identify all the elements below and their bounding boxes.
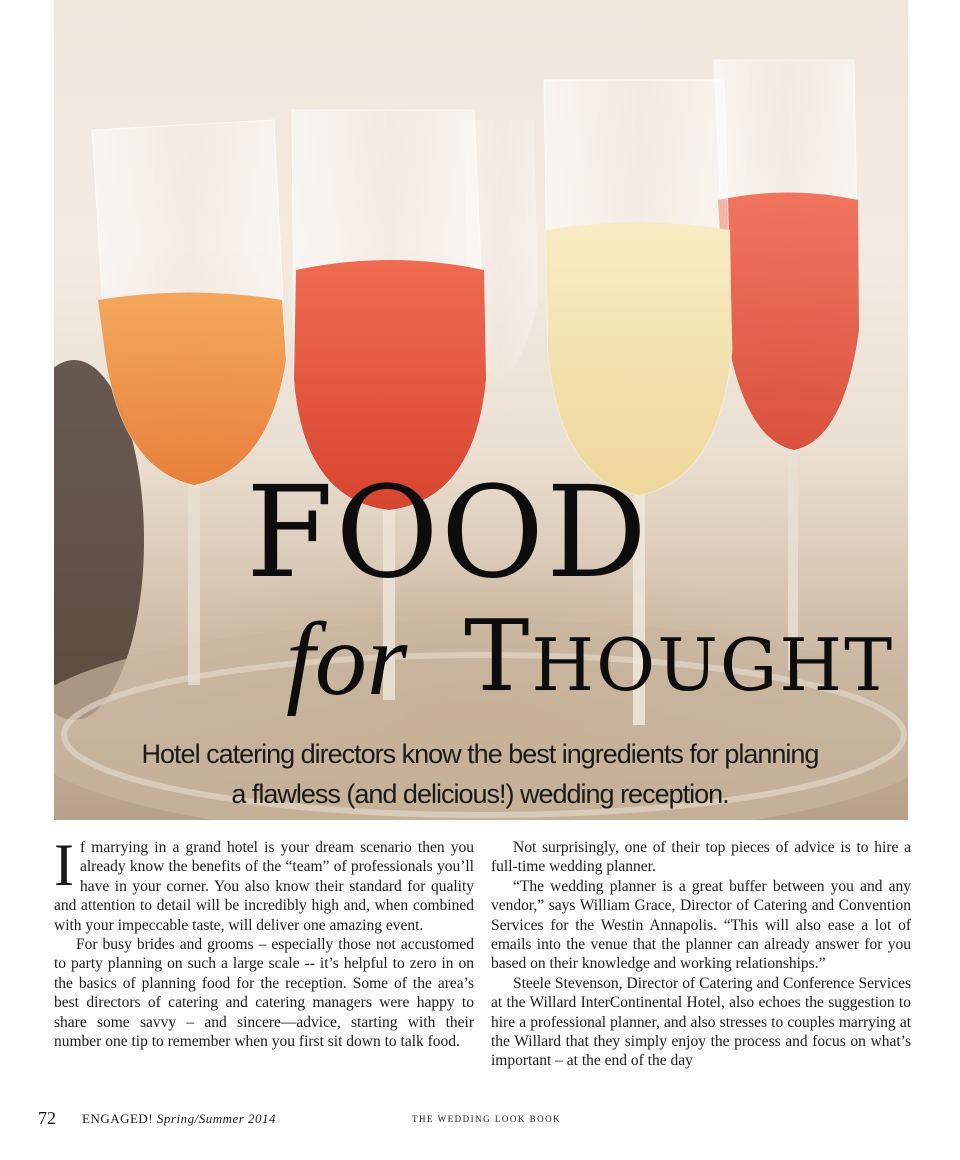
article-column-right [491,838,911,1071]
article-column-left [54,832,474,1051]
subtitle-line-2: a flawless (and delicious!) wedding reception. [231,779,729,809]
article-paragraph: If marrying in a grand hotel is your dream scenario then you already know the benefits of the “team” of professionals you’ll have in your corner. You also know their standard for quality and attention to detail will be incredibly high and, when combined with your impeccable taste, will deliver one amazing event. [54,832,474,934]
article-paragraph: Steele Stevenson, Director of Catering and Conference Services at the Willard InterContinental Hotel, also echoes the suggestion to hire a professional planner, and also stresses to couples marrying at the Willard that they simply enjoy the process and focus on what’s important – at the end of the day [491,974,911,1070]
book-title: THE WEDDING LOOK BOOK [412,1114,562,1124]
magazine-name: ENGAGED! [82,1111,154,1126]
article-paragraph: “The wedding planner is a great buffer between you and any vendor,” says William Grace, Director of Catering and Convention Services for the Westin Annapolis. “This will also ease a lot of emails into the venue that the planner can already answer for you based on their knowledge and working relationships.” [491,877,911,973]
drop-cap: I [54,832,74,898]
article-paragraph: Not surprisingly, one of their top pieces of advice is to hire a full-time wedding planner. [491,839,911,876]
flute-far-right [714,60,859,670]
headline-thought [464,600,895,714]
page-number: 72 [38,1108,56,1128]
headline-for: for [286,602,408,717]
headline-food: FOOD [246,459,650,606]
subtitle-deck [100,734,860,814]
magazine-issue: Spring/Summer 2014 [156,1111,277,1126]
headline-thought-rest: HOUGHT [531,623,895,707]
subtitle-line-1: Hotel catering directors know the best ingredients for planning [141,739,819,769]
hero-photo-champagne-flutes [54,0,908,820]
page-footer [38,1108,918,1132]
magazine-brand [82,1111,276,1127]
article-paragraph: For busy brides and grooms – especially those not accustomed to party planning on such a large scale -- it’s helpful to zero in on the basics of planning food for the reception. Some of the area’s best directors of catering and catering managers were happy to share some savvy – and sincere—advice, starting with their number one tip to remember when you first sit down to talk food. [54,936,474,1051]
headline-thought-initial: T [464,600,532,714]
